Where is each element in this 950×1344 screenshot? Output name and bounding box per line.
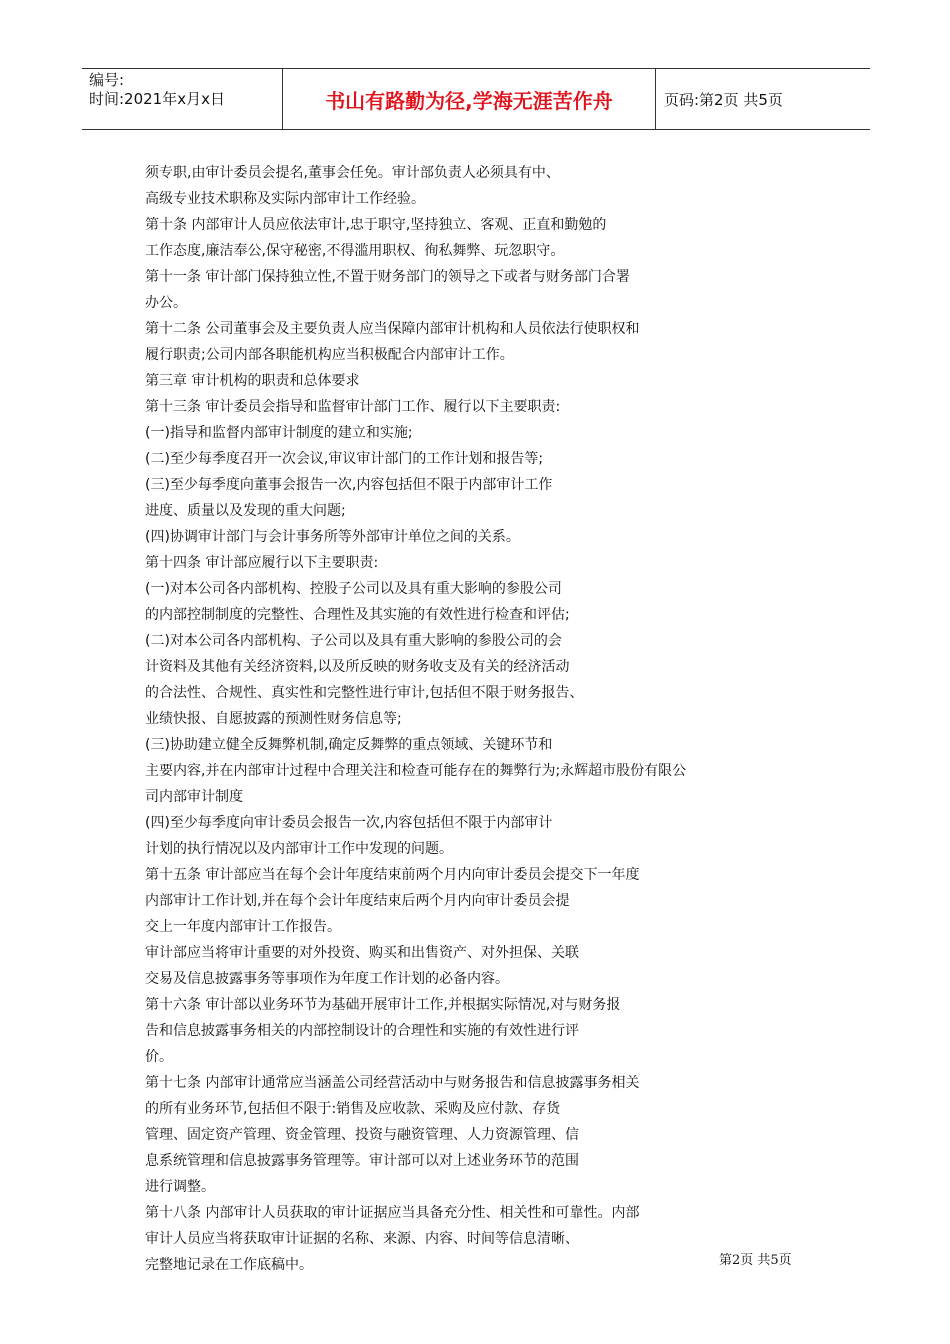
text-line: (四)至少每季度向审计委员会报告一次,内容包括但不限于内部审计 <box>145 815 553 831</box>
document-body <box>145 160 845 1278</box>
text-line: 工作态度,廉洁奉公,保守秘密,不得滥用职权、徇私舞弊、玩忽职守。 <box>145 243 565 259</box>
text-line: 告和信息披露事务相关的内部控制设计的合理性和实施的有效性进行评 <box>145 1023 579 1039</box>
document-number-label: 编号: <box>89 71 125 89</box>
text-line: 审计人员应当将获取审计证据的名称、来源、内容、时间等信息清晰、 <box>145 1231 579 1247</box>
text-line: 第十三条 审计委员会指导和监督审计部门工作、履行以下主要职责: <box>145 399 561 415</box>
text-line: 管理、固定资产管理、资金管理、投资与融资管理、人力资源管理、信 <box>145 1127 579 1143</box>
text-line: 业绩快报、自愿披露的预测性财务信息等; <box>145 711 402 727</box>
text-line: 主要内容,并在内部审计过程中合理关注和检查可能存在的舞弊行为;永辉超市股份有限公 <box>145 763 687 779</box>
text-line: 高级专业技术职称及实际内部审计工作经验。 <box>145 191 425 207</box>
text-line: (三)协助建立健全反舞弊机制,确定反舞弊的重点领域、关键环节和 <box>145 737 553 753</box>
text-line: 进度、质量以及发现的重大问题; <box>145 503 346 519</box>
text-line: 第十七条 内部审计通常应当涵盖公司经营活动中与财务报告和信息披露事务相关 <box>145 1075 640 1091</box>
text-line: 履行职责;公司内部各职能机构应当积极配合内部审计工作。 <box>145 347 514 363</box>
text-line: 的所有业务环节,包括但不限于:销售及应收款、采购及应付款、存货 <box>145 1101 561 1117</box>
text-line: 第十条 内部审计人员应依法审计,忠于职守,坚持独立、客观、正直和勤勉的 <box>145 217 607 233</box>
text-line: (四)协调审计部门与会计事务所等外部审计单位之间的关系。 <box>145 529 520 545</box>
text-line: 须专职,由审计委员会提名,董事会任免。审计部负责人必须具有中、 <box>145 165 560 181</box>
text-line: 第十八条 内部审计人员获取的审计证据应当具备充分性、相关性和可靠性。内部 <box>145 1205 640 1221</box>
text-line: 计划的执行情况以及内部审计工作中发现的问题。 <box>145 841 453 857</box>
text-line: 司内部审计制度 <box>145 789 243 805</box>
page-footer: 第2页 共5页 <box>719 1253 792 1268</box>
text-line: 完整地记录在工作底稿中。 <box>145 1257 313 1273</box>
text-line: 计资料及其他有关经济资料,以及所反映的财务收支及有关的经济活动 <box>145 659 570 675</box>
text-line: (三)至少每季度向董事会报告一次,内容包括但不限于内部审计工作 <box>145 477 553 493</box>
text-line: 的内部控制制度的完整性、合理性及其实施的有效性进行检查和评估; <box>145 607 570 623</box>
text-line: 第十二条 公司董事会及主要负责人应当保障内部审计机构和人员依法行使职权和 <box>145 321 640 337</box>
text-line: 进行调整。 <box>145 1179 215 1195</box>
text-line: 第十四条 审计部应履行以下主要职责: <box>145 555 379 571</box>
text-line: 第十六条 审计部以业务环节为基础开展审计工作,并根据实际情况,对与财务报 <box>145 997 621 1013</box>
header-meta <box>82 69 282 129</box>
document-date-label: 时间:2021年x月x日 <box>89 90 225 108</box>
text-line: 的合法性、合规性、真实性和完整性进行审计,包括但不限于财务报告、 <box>145 685 584 701</box>
text-line: 第三章 审计机构的职责和总体要求 <box>145 373 360 389</box>
text-line: 交上一年度内部审计工作报告。 <box>145 919 341 935</box>
text-line: (二)至少每季度召开一次会议,审议审计部门的工作计划和报告等; <box>145 451 544 467</box>
text-line: 第十一条 审计部门保持独立性,不置于财务部门的领导之下或者与财务部门合署 <box>145 269 630 285</box>
text-line: 交易及信息披露事务等事项作为年度工作计划的必备内容。 <box>145 971 509 987</box>
text-line: (一)指导和监督内部审计制度的建立和实施; <box>145 425 413 441</box>
page-header <box>82 68 870 130</box>
text-line: 内部审计工作计划,并在每个会计年度结束后两个月内向审计委员会提 <box>145 893 570 909</box>
text-line: 价。 <box>145 1049 173 1065</box>
header-motto: 书山有路勤为径,学海无涯苦作舟 <box>282 69 656 129</box>
text-line: (一)对本公司各内部机构、控股子公司以及具有重大影响的参股公司 <box>145 581 562 597</box>
text-line: 息系统管理和信息披露事务管理等。审计部可以对上述业务环节的范围 <box>145 1153 579 1169</box>
header-page-number: 页码:第2页 共5页 <box>664 90 783 109</box>
text-line: 办公。 <box>145 295 187 311</box>
text-line: 第十五条 审计部应当在每个会计年度结束前两个月内向审计委员会提交下一年度 <box>145 867 640 883</box>
text-line: (二)对本公司各内部机构、子公司以及具有重大影响的参股公司的会 <box>145 633 562 649</box>
text-line: 审计部应当将审计重要的对外投资、购买和出售资产、对外担保、关联 <box>145 945 579 961</box>
